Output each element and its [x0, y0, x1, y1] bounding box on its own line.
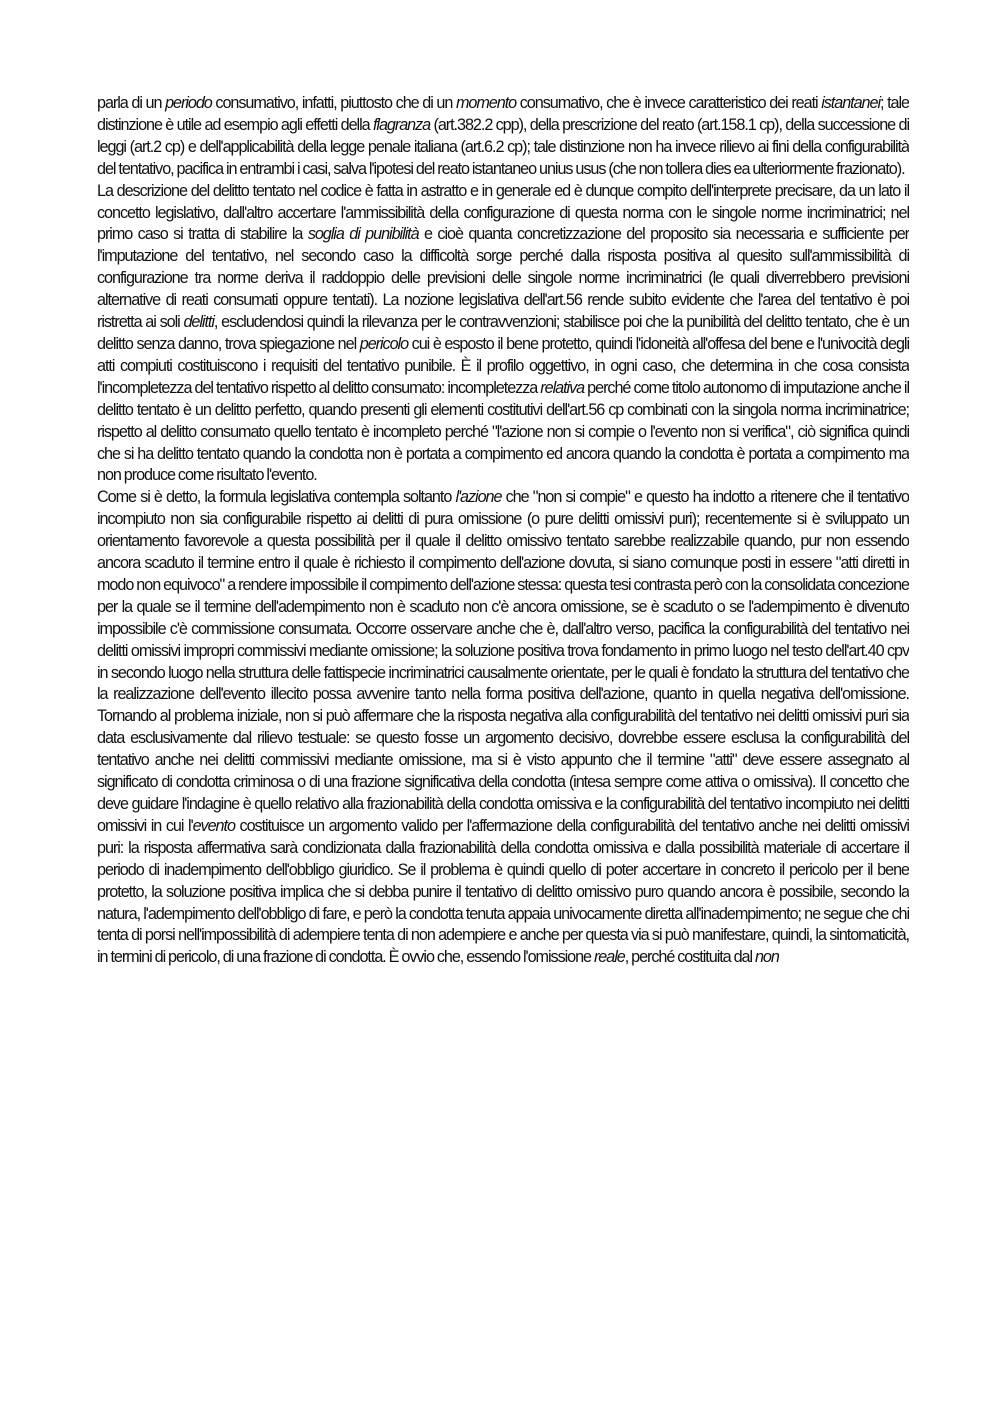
- italic-term: relativa: [540, 378, 585, 397]
- body-paragraph: [97, 181, 909, 488]
- text-run: e cioè quanta concretizzazione del proposito sia necessaria e sufficiente per l'imputazione del tentativo, nel secondo caso la difficoltà sorge perché dalla risposta positiva al quesito sull'ammissibilità di configurazione tra norme deriva il raddoppio delle previsioni delle singole norme incriminatrici (le quali diverrebbero previsioni alternative di reati consumati oppure tentati). La nozione legislativa dell'art.56 rende subito evidente che l'area del tentativo è poi ristretta ai soli: [97, 225, 909, 332]
- document-page: [97, 93, 909, 1333]
- text-run: consumativo, infatti, piuttosto che di un: [211, 94, 456, 112]
- text-run: che "non si compie" e questo ha indotto a ritenere che il tentativo incompiuto non sia configurabile rispetto ai delitti di pura omissione (o pure delitti omissivi puri); recentemente si è sviluppato un orientamento favorevole a questa possibilità per il quale il delitto omissivo tentato sarebbe realizzabile quando, pur non essendo ancora scaduto il termine entro il quale è richiesto il compimento dell'azione dovuta, si siano comunque posti in essere "atti diretti in modo non equivoco" a rendere impossibile il compimento dell'azione stessa: questa tesi contrasta però con la consolidata concezione per la quale se il termine dell'adempimento non è scaduto non c'è ancora omissione, se è scaduto o se l'adempimento è divenuto impossibile c'è commissione consumata. Occorre osservare anche che è, dall'altro verso, pacifica la configurabilità del tentativo nei delitti omissivi impropri commissivi mediante omissione; la soluzione positiva trova fondamento in primo luogo nel testo dell'art.40 cpv in secondo luogo nella struttura delle fattispecie incriminatrici causalmente orientate, per le quali è fondato la struttura del tentativo che la realizzazione dell'evento illecito possa avvenire tanto nella forma positiva dell'azione, quanto in quella negativa dell'omissione. Tornando al problema iniziale, non si può affermare che la risposta negativa alla configurabilità del tentativo nei delitti omissivi puri sia data esclusivamente dal rilievo testuale: se questo fosse un argomento decisivo, dovrebbe essere esclusa la configurabilità del tentativo anche nei delitti commissivi mediante omissione, ma si è visto appunto che il termine "atti" deve essere assegnato al significato di condotta criminosa o di una frazione significativa della condotta (intesa sempre come attiva o omissiva). Il concetto che deve guidare l'indagine è quello relativo alla frazionabilità della condotta omissiva e la configurabilità del tentativo incompiuto nei delitti omissivi in cui l': [97, 488, 909, 835]
- text-run: parla di un: [97, 94, 166, 112]
- italic-term: soglia di punibilità: [307, 225, 419, 244]
- text-run: La descrizione del delitto tentato nel codice è fatta in astratto e in generale ed è dunque compito dell'interprete precisare, da un lato il concetto legislativo, dall'altro accertare l'ammissibilità della configurazione di questa norma con le singole norme incriminatrici; nel primo caso si tratta di stabilire la: [97, 181, 909, 244]
- italic-term: l'azione: [455, 488, 502, 507]
- italic-term: flagranza: [372, 115, 431, 134]
- italic-term: pericolo: [359, 334, 409, 353]
- italic-term: istantanei: [821, 94, 881, 112]
- text-run: costituisce un argomento valido per l'affermazione della configurabilità del tentativo anche nei delitti omissivi puri: la risposta affermativa sarà condizionata dalla frazionabilità della condotta omissiva e dalla possibilità materiale di accertare il periodo di inadempimento dell'obbligo giuridico. Se il problema è quindi quello di poter accertare in concreto il pericolo per il bene protetto, la soluzione positiva implica che si debba punire il tentativo di delitto omissivo puro quando ancora è possibile, secondo la natura, l'adempimento dell'obbligo di fare, e però la condotta tenuta appaia univocamente diretta all'inadempimento; ne segue che chi tenta di porsi nell'impossibilità di adempiere tenta di non adempiere e anche per questa via si può manifestare, quindi, la sintomaticità, in termini di pericolo, di una frazione di condotta. È ovvio che, essendo l'omissione: [97, 816, 909, 967]
- italic-term: evento: [192, 816, 235, 835]
- italic-term: non: [754, 948, 779, 967]
- text-run: , escludendosi quindi la rilevanza per le contravvenzioni; stabilisce poi che la punibilità del delitto tentato, che è un delitto senza danno, trova spiegazione nel: [97, 313, 909, 353]
- italic-term: reale: [593, 948, 625, 967]
- text-run: ; tale distinzione è utile ad esempio agli effetti della: [97, 94, 909, 134]
- text-run: perché come titolo autonomo di imputazione anche il delitto tentato è un delitto perfetto, quando presenti gli elementi costitutivi dell'art.56 cp combinati con la singola norma incriminatrice; rispetto al delitto consumato quello tentato è incompleto perché "l'azione non si compie o l'evento non si verifica", ciò significa quindi che si ha delitto tentato quando la condotta non è portata a compimento ed ancora quando la condotta è portata a compimento ma non produce come risultato l'evento.: [97, 378, 909, 485]
- text-run: consumativo, che è invece caratteristico dei reati: [516, 94, 822, 112]
- text-run: cui è esposto il bene protetto, quindi l'idoneità all'offesa del bene e l'univocità degli atti compiuti costituiscono i requisiti del tentativo punibile. È il profilo oggettivo, in ogni caso, che determina in che cosa consista l'incompletezza del tentativo rispetto al delitto consumato: incompletezza: [97, 334, 909, 397]
- italic-term: delitti: [183, 313, 214, 332]
- body-paragraph: [97, 93, 909, 181]
- text-run: (art.382.2 cpp), della prescrizione del reato (art.158.1 cp), della successione di leggi (art.2 cp) e dell'applicabilità della legge penale italiana (art.6.2 cp); tale distinzione non ha invece rilievo ai fini della configurabilità del tentativo, pacifica in entrambi i casi, salva l'ipotesi del reato istantaneo unius usus (che non tollera dies ea ulteriormente frazionato).: [97, 115, 909, 178]
- italic-term: momento: [455, 94, 517, 112]
- body-paragraph: [97, 487, 909, 969]
- text-run: , perché costituita dal: [624, 948, 755, 967]
- italic-term: periodo: [165, 94, 212, 112]
- text-run: Come si è detto, la formula legislativa contempla soltanto: [97, 488, 456, 507]
